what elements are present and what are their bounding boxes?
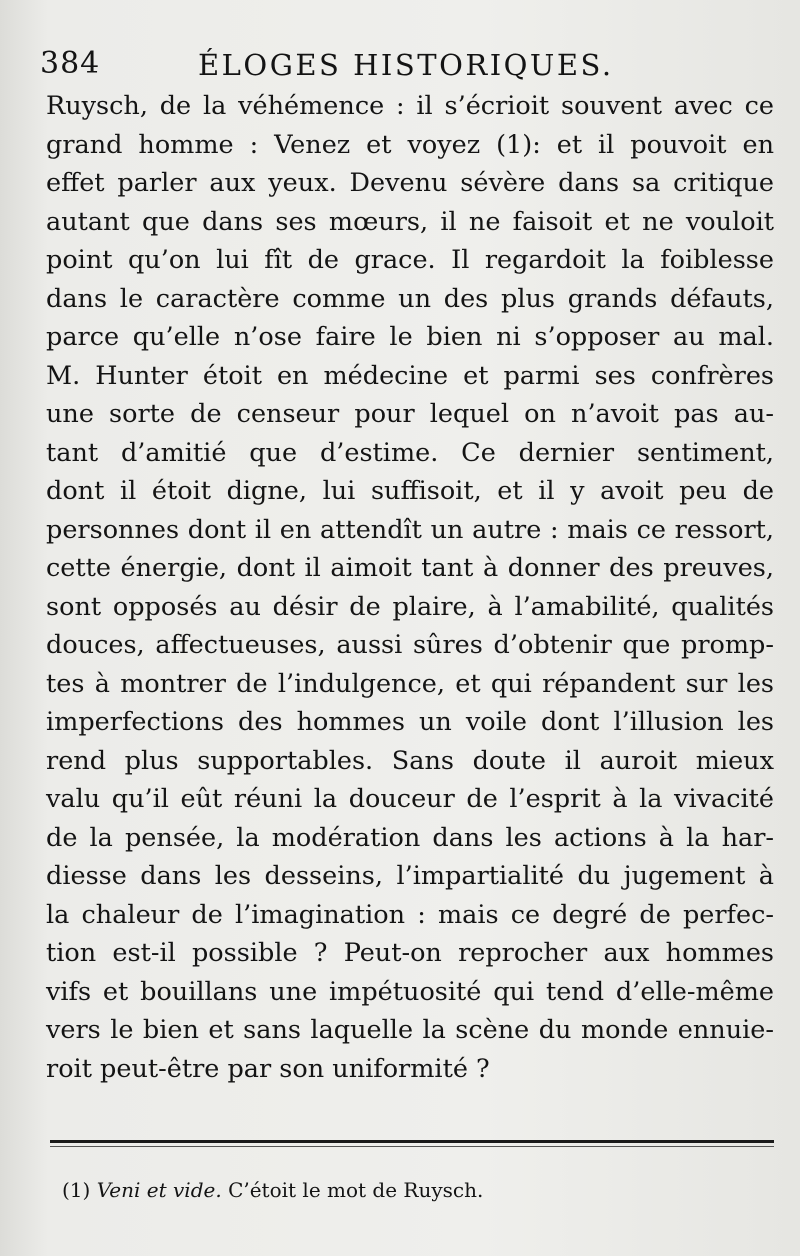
footnote-rule (50, 1140, 774, 1143)
page-number: 384 (40, 46, 101, 81)
page-header (40, 46, 780, 90)
text-line: personnes dont il en attendît un autre : mais ce ressort, (46, 514, 774, 545)
body-text (46, 87, 774, 1088)
text-line: une sorte de censeur pour lequel on n’avoit pas au- (46, 399, 774, 429)
footnote-marker: (1) (62, 1178, 91, 1202)
text-line: tant d’amitié que d’estime. Ce dernier sentiment, (46, 437, 774, 468)
text-line: diesse dans les desseins, l’impartialité du jugement à (46, 861, 774, 891)
text-line: imperfections des hommes un voile dont l’illusion les (46, 707, 774, 737)
text-line: valu qu’il eût réuni la douceur de l’esprit à la vivacité (46, 784, 774, 814)
text-line: grand homme : Venez et voyez (1): et il pouvoit en (46, 129, 774, 160)
footnote (62, 1178, 483, 1202)
text-line: effet parler aux yeux. Devenu sévère dans sa critique (46, 168, 774, 198)
text-line: cette énergie, dont il aimoit tant à donner des preuves, (46, 553, 774, 583)
text-line: point qu’on lui fît de grace. Il regardoit la foiblesse (46, 245, 774, 275)
text-line: la chaleur de l’imagination : mais ce degré de perfec- (46, 899, 774, 930)
footnote-text: C’étoit le mot de Ruysch. (228, 1178, 484, 1202)
text-line: vers le bien et sans laquelle la scène du monde ennuie- (46, 1015, 774, 1045)
text-line: tes à montrer de l’indulgence, et qui répandent sur les (46, 668, 774, 699)
text-line: Ruysch, de la véhémence : il s’écrioit souvent avec ce (46, 91, 774, 121)
text-line: parce qu’elle n’ose faire le bien ni s’opposer au mal. (46, 322, 774, 352)
text-line: vifs et bouillans une impétuosité qui tend d’elle-même (46, 976, 774, 1007)
text-line: sont opposés au désir de plaire, à l’amabilité, qualités (46, 591, 774, 622)
text-line: M. Hunter étoit en médecine et parmi ses confrères (46, 360, 774, 391)
text-line: dont il étoit digne, lui suffisoit, et il y avoit peu de (46, 476, 774, 506)
text-line: de la pensée, la modération dans les actions à la har- (46, 822, 774, 853)
text-line: dans le caractère comme un des plus grands défauts, (46, 283, 774, 314)
text-line: douces, affectueuses, aussi sûres d’obtenir que promp- (46, 630, 774, 660)
text-line: tion est-il possible ? Peut-on reprocher aux hommes (46, 938, 774, 968)
footnote-italic-text: Veni et vide. (96, 1178, 222, 1202)
running-title: ÉLOGES HISTORIQUES. (198, 48, 614, 82)
text-line: rend plus supportables. Sans doute il auroit mieux (46, 745, 774, 776)
footnote-rule-thin (50, 1146, 774, 1147)
text-line-last: roit peut-être par son uniformité ? (46, 1053, 490, 1084)
text-line: autant que dans ses mœurs, il ne faisoit et ne vouloit (46, 206, 774, 237)
